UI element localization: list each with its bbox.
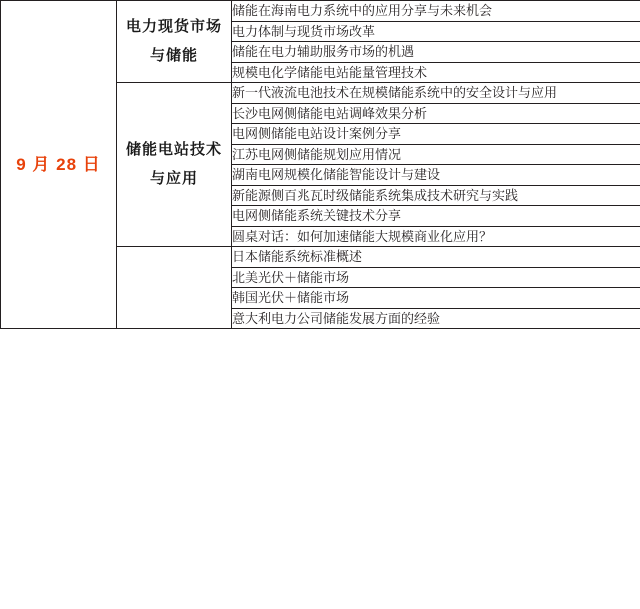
- track-cell-international-markets: [117, 247, 232, 329]
- track-label-line: 与应用: [149, 169, 198, 187]
- track-cell-storage-station-tech: [117, 83, 232, 247]
- topic-cell: 规模电化学储能电站能量管理技术: [232, 62, 640, 83]
- track-label-line: 与储能: [149, 46, 198, 64]
- topic-cell: 湖南电网规模化储能智能设计与建设: [232, 165, 640, 186]
- track-label-line: 电力现货市场: [125, 18, 222, 35]
- date-cell: 9 月 28 日: [1, 1, 117, 329]
- track-label-line: 储能电站技术: [125, 141, 222, 158]
- topic-cell: 新能源侧百兆瓦时级储能系统集成技术研究与实践: [232, 185, 640, 206]
- topic-cell: 江苏电网侧储能规划应用情况: [232, 144, 640, 165]
- topic-cell: 电力体制与现货市场改革: [232, 21, 640, 42]
- topic-cell: 意大利电力公司储能发展方面的经验: [232, 308, 640, 329]
- topic-cell: 电网侧储能电站设计案例分享: [232, 124, 640, 145]
- topic-cell: 北美光伏＋储能市场: [232, 267, 640, 288]
- topic-cell: 圆桌对话：如何加速储能大规模商业化应用？: [232, 226, 640, 247]
- track-cell-electricity-spot-market: [117, 1, 232, 83]
- topic-cell: 韩国光伏＋储能市场: [232, 288, 640, 309]
- topic-cell: 电网侧储能系统关键技术分享: [232, 206, 640, 227]
- topic-cell: 长沙电网侧储能电站调峰效果分析: [232, 103, 640, 124]
- topic-cell: 储能在海南电力系统中的应用分享与未来机会: [232, 1, 640, 22]
- topic-cell: 储能在电力辅助服务市场的机遇: [232, 42, 640, 63]
- topic-cell: 新一代液流电池技术在规模储能系统中的安全设计与应用: [232, 83, 640, 104]
- topic-cell: 日本储能系统标准概述: [232, 247, 640, 268]
- table-row: [1, 1, 640, 22]
